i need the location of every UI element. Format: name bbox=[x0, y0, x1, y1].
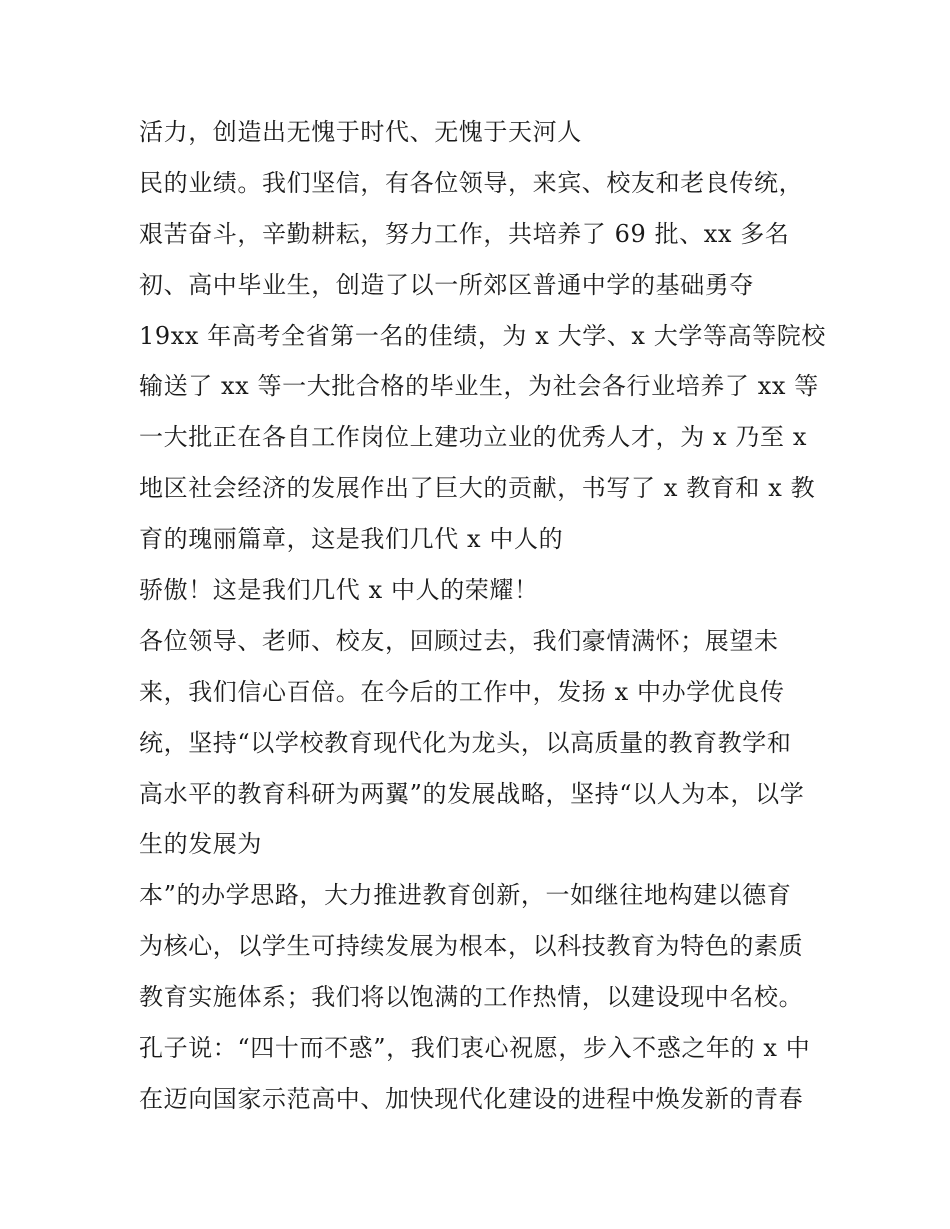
text-line: 地区社会经济的发展作出了巨大的贡献，书写了 x 教育和 x 教 bbox=[139, 474, 816, 503]
text-line: 输送了 xx 等一大批合格的毕业生，为社会各行业培养了 xx 等 bbox=[139, 372, 819, 401]
body-text bbox=[139, 107, 829, 1125]
text-line: 生的发展为 bbox=[139, 830, 262, 859]
text-line: 来，我们信心百倍。在今后的工作中，发扬 x 中办学优良传 bbox=[139, 677, 785, 706]
text-line: 育的瑰丽篇章，这是我们几代 x 中人的 bbox=[139, 525, 564, 554]
text-line: 本”的办学思路，大力推进教育创新，一如继往地构建以德育 bbox=[139, 881, 792, 910]
text-line: 初、高中毕业生，创造了以一所郊区普通中学的基础勇夺 bbox=[139, 270, 754, 299]
text-line: 为核心，以学生可持续发展为根本，以科技教育为特色的素质 bbox=[139, 932, 804, 961]
text-line: 教育实施体系；我们将以饱满的工作热情，以建设现中名校。 bbox=[139, 983, 804, 1012]
text-line: 活力，创造出无愧于时代、无愧于天河人 bbox=[139, 118, 582, 146]
text-line: 统，坚持“以学校教育现代化为龙头，以高质量的教育教学和 bbox=[139, 728, 792, 757]
text-line: 19xx 年高考全省第一名的佳绩，为 x 大学、x 大学等高等院校 bbox=[139, 321, 826, 350]
text-line: 民的业绩。我们坚信，有各位领导，来宾、校友和老良传统， bbox=[139, 168, 804, 197]
text-line: 高水平的教育科研为两翼”的发展战略，坚持“以人为本，以学 bbox=[139, 779, 805, 808]
text-line: 在迈向国家示范高中、加快现代化建设的进程中焕发新的青春 bbox=[139, 1084, 804, 1113]
text-line: 骄傲！这是我们几代 x 中人的荣耀！ bbox=[139, 576, 539, 605]
text-line: 各位领导、老师、校友，回顾过去，我们豪情满怀；展望未 bbox=[139, 626, 779, 655]
text-line: 艰苦奋斗，辛勤耕耘，努力工作，共培养了 69 批、xx 多名 bbox=[139, 219, 790, 248]
text-line: 孔子说：“四十而不惑”，我们衷心祝愿，步入不惑之年的 x 中 bbox=[139, 1034, 811, 1063]
text-line: 一大批正在各自工作岗位上建功立业的优秀人才，为 x 乃至 x bbox=[139, 423, 807, 452]
